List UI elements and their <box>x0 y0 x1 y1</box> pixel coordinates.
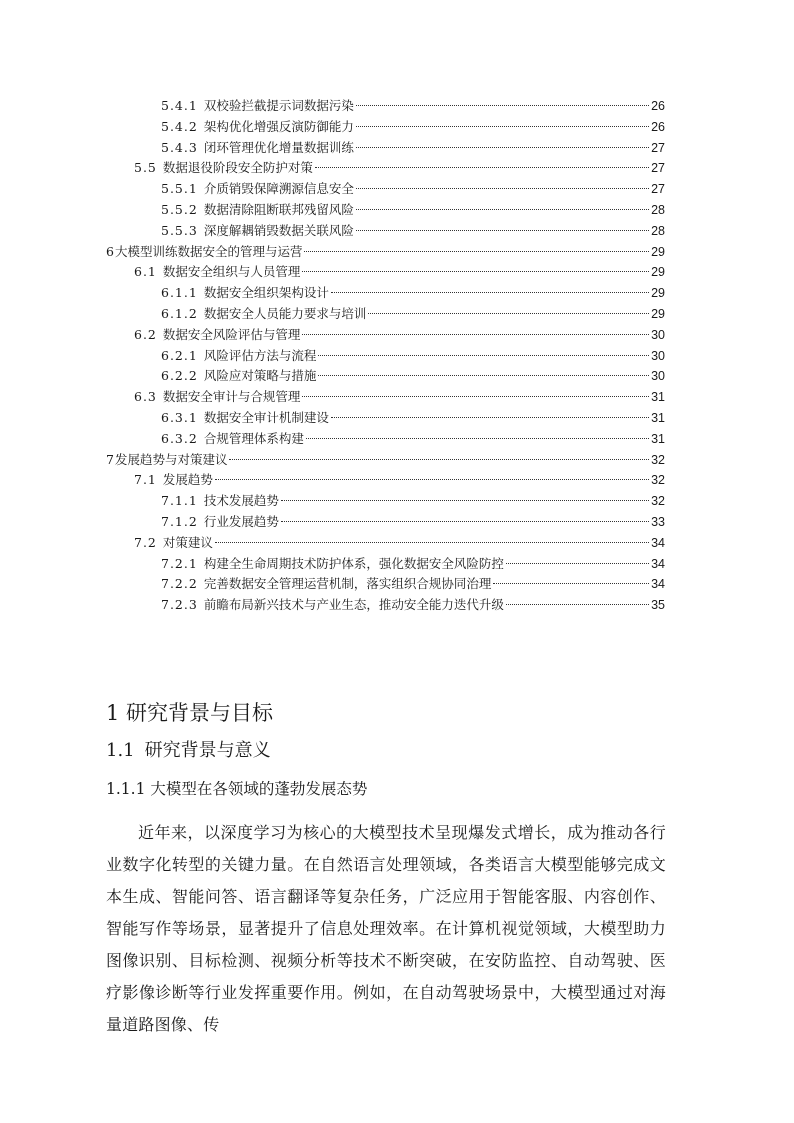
toc-entry[interactable] <box>106 117 665 138</box>
toc-entry-title: 大模型训练数据安全的管理与运营 <box>114 243 303 259</box>
toc-entry-page: 29 <box>651 306 665 321</box>
toc-entry-page: 32 <box>651 473 665 488</box>
toc-entry-title: 构建全生命周期技术防护体系，强化数据安全风险防控 <box>203 555 504 571</box>
toc-entry-title: 深度解耦销毁数据关联风险 <box>203 222 354 238</box>
toc-entry-page: 30 <box>651 369 665 384</box>
toc-entry-page: 31 <box>651 410 665 425</box>
toc-entry-page: 29 <box>651 286 665 301</box>
toc-entry-number: 6.1 <box>134 264 157 280</box>
toc-entry-page: 28 <box>651 223 665 238</box>
toc-entry-page: 34 <box>651 535 665 550</box>
toc-dot-leader <box>493 583 649 584</box>
toc-dot-leader <box>356 230 649 231</box>
toc-entry-title: 数据安全组织与人员管理 <box>162 264 301 280</box>
toc-entry[interactable] <box>106 429 665 450</box>
toc-entry-number: 6.1.1 <box>161 285 198 301</box>
toc-dot-leader <box>356 105 649 106</box>
toc-entry-page: 26 <box>651 99 665 113</box>
toc-entry[interactable] <box>106 179 665 200</box>
toc-entry-title: 数据退役阶段安全防护对策 <box>162 160 313 176</box>
toc-entry-page: 26 <box>651 119 665 134</box>
toc-entry[interactable] <box>106 304 665 325</box>
body-paragraph: 近年来，以深度学习为核心的大模型技术呈现爆发式增长，成为推动各行业数字化转型的关键力量。在自然语言处理领域，各类语言大模型能够完成文本生成、智能问答、语言翻译等复杂任务，广泛应用于智能客服、内容创作、智能写作等场景，显著提升了信息处理效率。在计算机视觉领域，大模型助力图像识别、目标检测、视频分析等技术不断突破，在安防监控、自动驾驶、医疗影像诊断等行业发挥重要作用。例如，在自动驾驶场景中，大模型通过对海量道路图像、传 <box>106 823 666 1034</box>
toc-entry-title: 数据安全风险评估与管理 <box>162 326 301 342</box>
toc-dot-leader <box>229 459 649 460</box>
toc-dot-leader <box>318 355 649 356</box>
toc-dot-leader <box>356 147 649 148</box>
toc-dot-leader <box>281 521 649 522</box>
toc-entry-number: 7.1.2 <box>161 513 198 529</box>
toc-dot-leader <box>302 396 649 397</box>
toc-entry-number: 6.2.1 <box>161 347 198 363</box>
toc-entry[interactable] <box>106 221 665 242</box>
toc-entry-title: 数据清除阻断联邦残留风险 <box>203 201 354 217</box>
toc-entry-title: 对策建议 <box>162 534 213 550</box>
toc-dot-leader <box>318 375 649 376</box>
toc-dot-leader <box>304 251 649 252</box>
toc-entry-title: 数据安全组织架构设计 <box>203 285 329 301</box>
section-heading <box>106 736 271 762</box>
toc-entry[interactable] <box>106 242 665 263</box>
toc-entry-page: 33 <box>651 514 665 529</box>
toc-entry-number: 5.5.1 <box>161 181 198 197</box>
toc-entry-title: 技术发展趋势 <box>203 493 279 509</box>
toc-dot-leader <box>315 167 649 168</box>
toc-entry-page: 35 <box>651 598 665 613</box>
toc-entry-title: 行业发展趋势 <box>203 513 279 529</box>
toc-entry-page: 29 <box>651 265 665 280</box>
toc-dot-leader <box>506 563 649 564</box>
toc-entry-page: 34 <box>651 577 665 592</box>
toc-entry-title: 合规管理体系构建 <box>203 430 304 446</box>
toc-entry[interactable] <box>106 491 665 512</box>
toc-entry-title: 风险应对策略与措施 <box>203 368 317 384</box>
chapter-heading: 1 研究背景与目标 <box>106 701 274 725</box>
toc-entry-number: 7.2.2 <box>161 576 198 592</box>
toc-entry[interactable] <box>106 96 665 117</box>
toc-entry[interactable] <box>106 512 665 533</box>
toc-entry[interactable] <box>106 366 665 387</box>
toc-entry[interactable] <box>106 325 665 346</box>
toc-dot-leader <box>331 292 649 293</box>
toc-entry[interactable] <box>106 200 665 221</box>
subsection-heading: 1.1.1 大模型在各领域的蓬勃发展态势 <box>106 780 368 798</box>
toc-entry-page: 34 <box>651 556 665 571</box>
toc-entry-title: 架构优化增强反演防御能力 <box>203 118 354 134</box>
toc-entry[interactable] <box>106 574 665 595</box>
toc-entry-page: 29 <box>651 244 665 259</box>
toc-dot-leader <box>302 334 649 335</box>
toc-dot-leader <box>506 604 649 605</box>
toc-dot-leader <box>356 209 649 210</box>
toc-entry-title: 前瞻布局新兴技术与产业生态，推动安全能力迭代升级 <box>203 597 504 613</box>
toc-entry-number: 6.3.1 <box>161 409 198 425</box>
toc-dot-leader <box>215 479 649 480</box>
toc-entry[interactable] <box>106 408 665 429</box>
toc-entry-number: 5.4.2 <box>161 118 198 134</box>
toc-entry-number: 6 <box>106 243 114 259</box>
toc-entry-number: 7.1.1 <box>161 493 198 509</box>
toc-entry-page: 27 <box>651 161 665 176</box>
toc-entry-number: 5.4.1 <box>161 98 198 113</box>
toc-entry-page: 27 <box>651 140 665 155</box>
toc-entry-page: 31 <box>651 390 665 405</box>
toc-entry-number: 5.5 <box>134 160 157 176</box>
toc-entry-page: 31 <box>651 431 665 446</box>
toc-entry-page: 30 <box>651 348 665 363</box>
toc-entry-title: 完善数据安全管理运营机制，落实组织合规协同治理 <box>203 576 492 592</box>
toc-entry-page: 30 <box>651 327 665 342</box>
toc-entry-page: 32 <box>651 452 665 467</box>
toc-entry-title: 介质销毁保障溯源信息安全 <box>203 181 354 197</box>
section-title: 研究背景与意义 <box>144 740 271 761</box>
toc-entry-title: 发展趋势与对策建议 <box>114 451 228 467</box>
toc-entry-number: 5.5.2 <box>161 201 198 217</box>
toc-entry-number: 6.3 <box>134 389 157 405</box>
table-of-contents <box>106 96 665 616</box>
toc-entry-number: 6.2 <box>134 326 157 342</box>
toc-entry[interactable] <box>106 283 665 304</box>
toc-entry-title: 数据安全人员能力要求与培训 <box>203 305 367 321</box>
toc-entry[interactable] <box>106 158 665 179</box>
toc-entry-number: 6.2.2 <box>161 368 198 384</box>
toc-entry-page: 27 <box>651 182 665 197</box>
toc-entry-number: 6.1.2 <box>161 305 198 321</box>
toc-dot-leader <box>356 126 649 127</box>
toc-dot-leader <box>215 542 649 543</box>
toc-entry-number: 7.2.1 <box>161 555 198 571</box>
toc-dot-leader <box>331 417 649 418</box>
toc-entry[interactable] <box>106 554 665 575</box>
toc-entry[interactable] <box>106 595 665 616</box>
toc-dot-leader <box>306 438 649 439</box>
toc-entry-number: 5.4.3 <box>161 139 198 155</box>
toc-entry-page: 28 <box>651 202 665 217</box>
toc-entry[interactable] <box>106 262 665 283</box>
toc-entry-number: 7.2.3 <box>161 597 198 613</box>
toc-entry-page: 32 <box>651 494 665 509</box>
toc-entry-title: 发展趋势 <box>162 472 213 488</box>
toc-entry[interactable] <box>106 533 665 554</box>
toc-entry-title: 数据安全审计机制建设 <box>203 409 329 425</box>
toc-dot-leader <box>281 500 649 501</box>
toc-entry[interactable] <box>106 470 665 491</box>
toc-entry[interactable] <box>106 138 665 159</box>
toc-entry-number: 7.1 <box>134 472 157 488</box>
toc-entry-number: 5.5.3 <box>161 222 198 238</box>
toc-entry-title: 风险评估方法与流程 <box>203 347 317 363</box>
toc-entry[interactable] <box>106 450 665 471</box>
toc-entry-title: 双校验拦截提示词数据污染 <box>203 98 354 113</box>
toc-entry-title: 数据安全审计与合规管理 <box>162 389 301 405</box>
toc-dot-leader <box>368 313 649 314</box>
toc-dot-leader <box>302 271 649 272</box>
toc-entry-number: 7.2 <box>134 534 157 550</box>
toc-dot-leader <box>356 188 649 189</box>
toc-entry-number: 6.3.2 <box>161 430 198 446</box>
toc-entry-title: 闭环管理优化增量数据训练 <box>203 139 354 155</box>
section-number: 1.1 <box>106 740 135 761</box>
toc-entry[interactable] <box>106 387 665 408</box>
toc-entry[interactable] <box>106 346 665 367</box>
toc-entry-number: 7 <box>106 451 114 467</box>
